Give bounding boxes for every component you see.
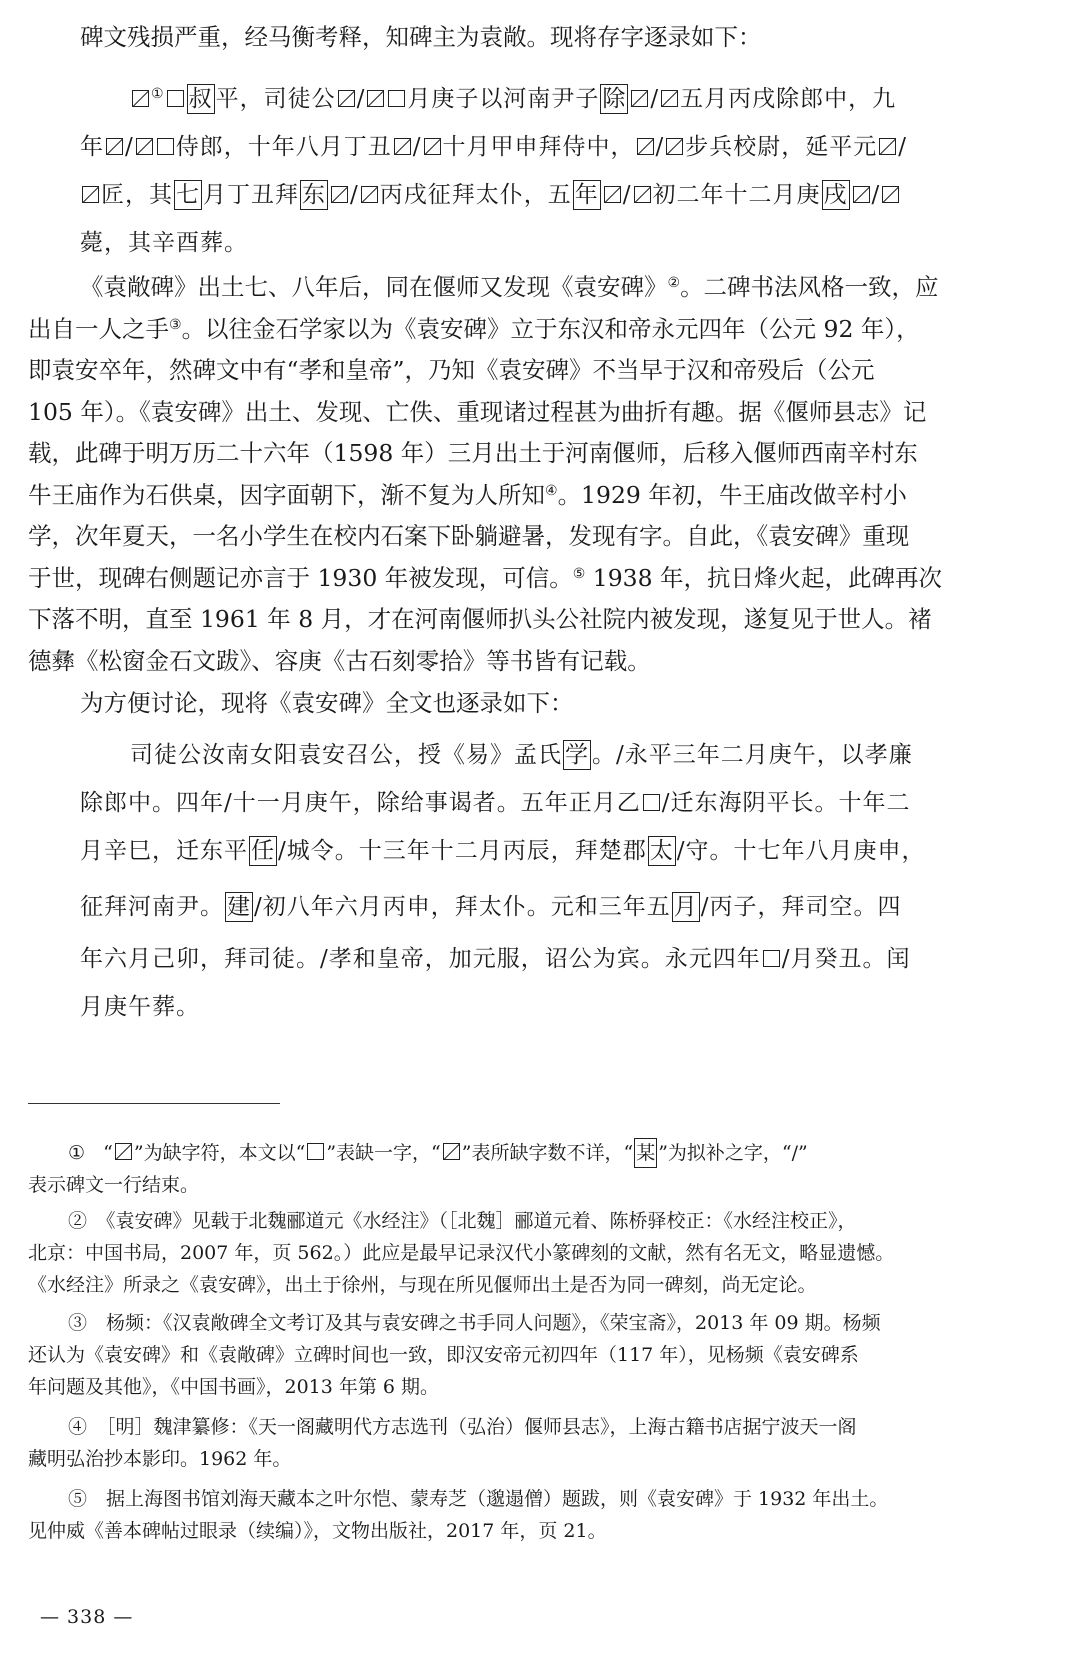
lacuna-mark <box>115 1143 132 1160</box>
paragraph-line <box>80 272 1040 302</box>
text: 步兵校尉，延平元 <box>685 134 878 160</box>
text: 征拜河南尹。 <box>80 894 224 920</box>
text: /迁东海阴平长。十年二 <box>661 790 911 816</box>
text: “ <box>103 1142 113 1164</box>
lacuna-mark <box>666 138 683 155</box>
restored-char: 年 <box>574 182 599 208</box>
paragraph-line <box>28 438 1040 468</box>
text: ⑤ 据上海图书馆刘海天藏本之叶尔恺、蒙寿芝（邈遢僧）题跋，则《袁安碑》于 1932 年出土。 <box>68 1488 889 1510</box>
restored-char: 除 <box>602 86 627 112</box>
missing-char-mark <box>763 950 780 967</box>
line-break-mark: / <box>898 134 907 160</box>
footnote-1-line-2 <box>28 1172 1050 1198</box>
footnote-4-line-2 <box>28 1446 1050 1472</box>
lacuna-mark <box>331 186 348 203</box>
missing-char-mark <box>643 794 660 811</box>
restored-char: 七 <box>176 182 200 208</box>
text: 北京：中国书局，2007 年，页 562。）此应是最早记录汉代小篆碑刻的文献，然有名无文，略显遗憾。 <box>28 1242 895 1264</box>
lacuna-mark <box>631 90 648 107</box>
text: 。/永平三年二月庚午，以孝廉 <box>592 742 913 768</box>
text: 年问题及其他》，《中国书画》，2013 年第 6 期。 <box>28 1376 440 1398</box>
text: 。二碑书法风格一致，应 <box>680 273 939 301</box>
text: ② 《袁安碑》见载于北魏郦道元《水经注》（［北魏］郦道元着、陈桥驿校正：《水经注校正》， <box>68 1210 857 1232</box>
text: ”为缺字符，本文以“ <box>133 1142 306 1164</box>
restored-char: 太 <box>649 838 674 864</box>
stele-text-line-2 <box>80 788 1040 818</box>
paragraph-line <box>28 521 1040 551</box>
text: ③ 杨频：《汉袁敞碑全文考订及其与袁安碑之书手同人问题》，《荣宝斋》，2013 年 09 期。杨频 <box>68 1312 881 1334</box>
text: 月辛巳，迁东平 <box>80 838 248 864</box>
text: ”为拟补之字，“/” <box>658 1142 808 1164</box>
restored-char: 建 <box>227 894 251 920</box>
text: 。1929 年初，牛王庙改做辛村小 <box>557 481 907 509</box>
text: 于世，现碑右侧题记亦言于 1930 年被发现，可信。 <box>28 564 573 592</box>
text: 月丁丑拜 <box>203 182 299 208</box>
text: 出自一人之手 <box>28 315 169 343</box>
lacuna-mark <box>661 90 678 107</box>
text: 平，司徒公 <box>215 86 336 112</box>
text: 初二年十二月庚 <box>652 182 821 208</box>
text: 司徒公汝南女阳袁安召公，授《易》孟氏 <box>130 742 562 768</box>
text: ④ ［明］魏津纂修：《天一阁藏明代方志选刊（弘治）偃师县志》，上海古籍书店据宁波天一阁 <box>68 1416 857 1438</box>
text: /月癸丑。闰 <box>781 946 911 972</box>
text: 还认为《袁安碑》和《袁敞碑》立碑时间也一致，即汉安帝元初四年（117 年），见杨频《袁安碑系 <box>28 1344 859 1366</box>
footnote-ref: ③ <box>169 317 182 333</box>
footnote-3-line-3 <box>28 1374 1050 1400</box>
lacuna-mark <box>604 186 621 203</box>
restored-char: 任 <box>251 838 275 864</box>
lacuna-mark <box>853 186 870 203</box>
text: 年 <box>80 134 104 160</box>
text: 薨，其辛酉葬。 <box>80 230 248 256</box>
line-break-mark: / <box>412 134 422 160</box>
paragraph-line <box>28 314 1040 344</box>
text: 学，次年夏天，一名小学生在校内石案下卧躺避暑，发现有字。自此，《袁安碑》重现 <box>28 522 910 550</box>
text: 见仲威《善本碑帖过眼录（续编）》，文物出版社，2017 年，页 21。 <box>28 1520 607 1542</box>
footnote-4-line-1 <box>68 1414 1050 1440</box>
text: 五月丙戌除郎中，九 <box>680 86 897 112</box>
lacuna-mark <box>106 138 123 155</box>
lacuna-mark <box>637 138 654 155</box>
text: 下落不明，直至 1961 年 8 月，才在河南偃师扒头公社院内被发现，遂复见于世人。褚 <box>28 605 932 633</box>
text: 匠，其 <box>101 182 173 208</box>
text: ”表所缺字数不详，“ <box>461 1142 634 1164</box>
lacuna-mark <box>424 138 441 155</box>
stele-text-line-3 <box>80 836 1040 866</box>
text: 德彝《松窗金石文跋》、容庚《古石刻零拾》等书皆有记载。 <box>28 647 651 675</box>
text: ”表缺一字，“ <box>326 1142 441 1164</box>
line-break-mark: / <box>125 134 134 160</box>
text: 载，此碑于明万历二十六年（1598 年）三月出土于河南偃师，后移入偃师西南辛村东 <box>28 439 918 467</box>
lacuna-mark <box>361 186 378 203</box>
footnote-ref: ① <box>151 86 165 102</box>
text: 牛王庙作为石供桌，因字面朝下，渐不复为人所知 <box>28 481 545 509</box>
text: 1938 年，抗日烽火起，此碑再次 <box>585 564 943 592</box>
line-break-mark: / <box>650 86 660 112</box>
text: 除郎中。四年/十一月庚午，除给事谒者。五年正月乙 <box>80 790 641 816</box>
lacuna-mark <box>82 186 99 203</box>
text: 《水经注》所录之《袁安碑》，出土于徐州，与现在所见偃师出土是否为同一碑刻，尚无定论。 <box>28 1274 817 1296</box>
line-break-mark: / <box>356 86 366 112</box>
line-break-mark: / <box>622 182 632 208</box>
restored-char: 戌 <box>823 182 848 208</box>
paragraph-line <box>28 646 1040 676</box>
stele-text-line-1 <box>130 740 1040 770</box>
lacuna-mark <box>443 1143 460 1160</box>
footnote-2-line-2 <box>28 1240 1050 1266</box>
stele-text-line-1 <box>130 84 1040 114</box>
text: 年六月己卯，拜司徒。/孝和皇帝，加元服，诏公为宾。永元四年 <box>80 946 761 972</box>
stele-text-line-3 <box>80 180 1040 210</box>
restored-char: 东 <box>302 182 326 208</box>
footnote-3-line-1 <box>68 1310 1050 1336</box>
lacuna-mark <box>634 186 651 203</box>
paragraph-line <box>80 688 1040 718</box>
paragraph-intro-line <box>80 22 1040 52</box>
paragraph-line <box>28 604 1040 634</box>
text: 碑文残损严重，经马衡考释，知碑主为袁敞。现将存字逐录如下： <box>80 23 762 51</box>
missing-char-mark <box>167 90 184 107</box>
missing-char-mark <box>307 1143 324 1160</box>
line-break-mark: / <box>655 134 665 160</box>
stele-text-line-4 <box>80 228 1040 258</box>
stele-text-line-5 <box>80 944 1040 974</box>
paragraph-line <box>28 397 1040 427</box>
text: 十月甲申拜侍中， <box>442 134 635 160</box>
restored-char: 学 <box>565 742 589 768</box>
stele-text-line-4 <box>80 892 1040 922</box>
text: 藏明弘治抄本影印。1962 年。 <box>28 1448 292 1470</box>
lacuna-mark <box>367 90 384 107</box>
text: 105 年）。《袁安碑》出土、发现、亡佚、重现诸过程甚为曲折有趣。据《偃师县志》记 <box>28 398 927 426</box>
text: /守。十七年八月庚申， <box>676 838 926 864</box>
text: 。以往金石学家以为《袁安碑》立于东汉和帝永元四年（公元 92 年）， <box>181 315 920 343</box>
text: 即袁安卒年，然碑文中有“孝和皇帝”，乃知《袁安碑》不当早于汉和帝殁后（公元 <box>28 356 875 384</box>
footnote-ref: ④ <box>545 483 558 499</box>
missing-char-mark <box>157 138 174 155</box>
page-number: — 338 — <box>40 1606 134 1628</box>
text: /丙子，拜司空。四 <box>700 894 902 920</box>
text: 《袁敞碑》出土七、八年后，同在偃师又发现《袁安碑》 <box>80 273 668 301</box>
paragraph-line <box>28 480 1040 510</box>
text: /初八年六月丙申，拜太仆。元和三年五 <box>254 894 671 920</box>
stele-text-line-6 <box>80 992 1040 1022</box>
text: 丙戌征拜太仆，五 <box>379 182 572 208</box>
restored-char: 叔 <box>188 86 213 112</box>
footnote-ref: ② <box>667 275 681 291</box>
footnote-1-line-1 <box>68 1138 1050 1168</box>
footnote-2-line-3 <box>28 1272 1050 1298</box>
lacuna-mark <box>132 90 149 107</box>
restored-char: 某 <box>634 1138 657 1168</box>
lacuna-mark <box>882 186 899 203</box>
text: 表示碑文一行结束。 <box>28 1174 200 1196</box>
footnote-3-line-2 <box>28 1342 1050 1368</box>
footnote-ref: ⑤ <box>572 566 586 582</box>
footnote-5-line-1 <box>68 1486 1050 1512</box>
paragraph-line <box>28 355 1040 385</box>
footnote-number: ① <box>68 1142 86 1164</box>
text: 月庚子以河南尹子 <box>407 86 600 112</box>
restored-char: 月 <box>673 894 698 920</box>
lacuna-mark <box>879 138 896 155</box>
text: 为方便讨论，现将《袁安碑》全文也逐录如下： <box>80 689 574 717</box>
missing-char-mark <box>388 90 405 107</box>
text: 侍郎，十年八月丁丑 <box>175 134 392 160</box>
footnote-separator <box>28 1103 280 1104</box>
lacuna-mark <box>394 138 411 155</box>
stele-text-line-2 <box>80 132 1040 162</box>
paragraph-line <box>28 563 1040 593</box>
footnote-5-line-2 <box>28 1518 1050 1544</box>
lacuna-mark <box>136 138 153 155</box>
line-break-mark: / <box>871 182 881 208</box>
footnote-2-line-1 <box>68 1208 1050 1234</box>
line-break-mark: / <box>350 182 359 208</box>
text: /城令。十三年十二月丙辰，拜楚郡 <box>278 838 647 864</box>
lacuna-mark <box>338 90 355 107</box>
text: 月庚午葬。 <box>80 994 200 1020</box>
